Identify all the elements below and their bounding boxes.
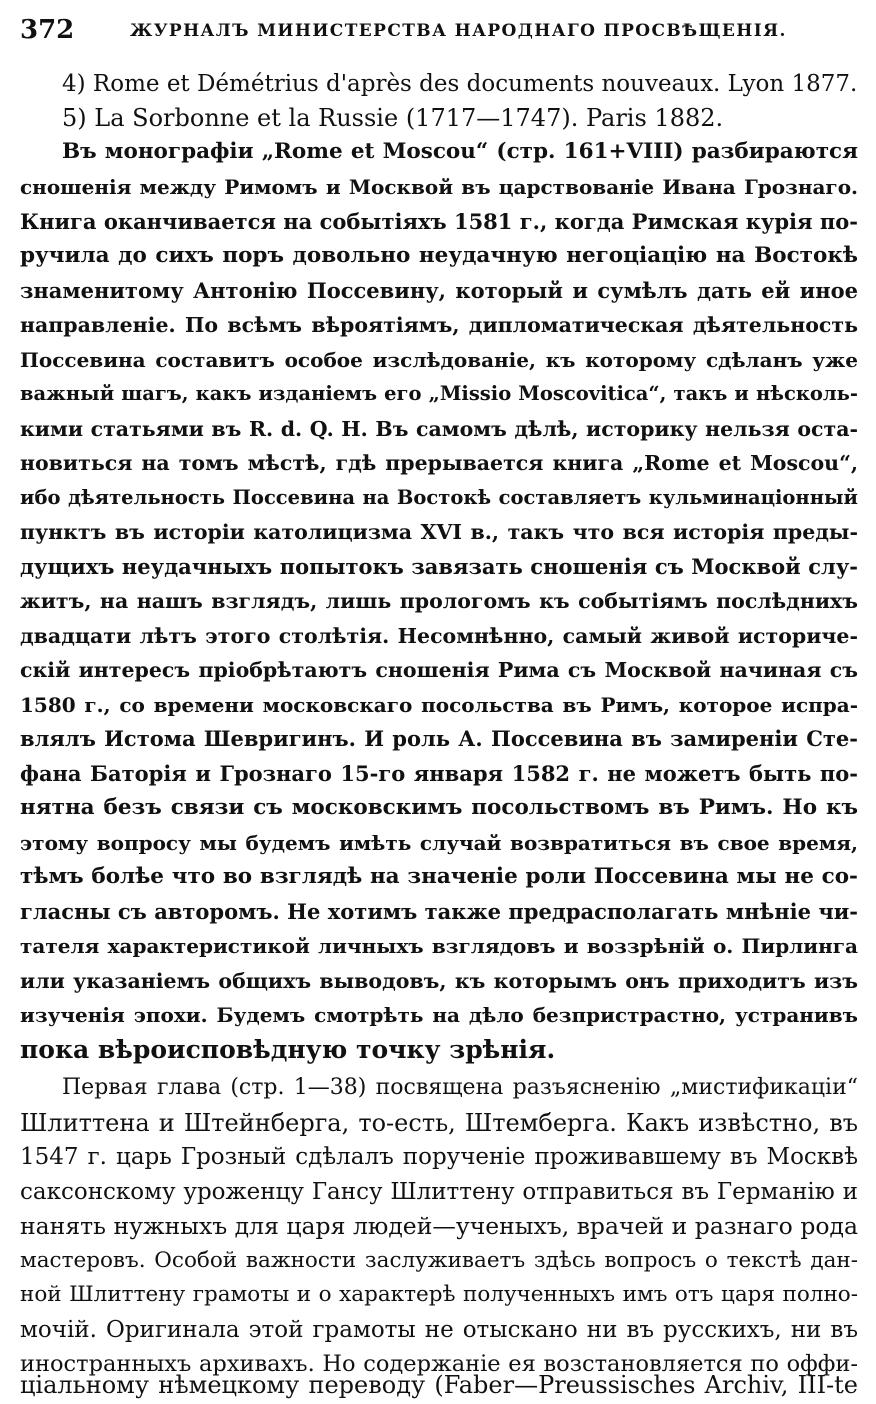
text-line: ціальному нѣмецкому переводу (Faber—Preussisches Archiv, III-te xyxy=(20,1371,858,1399)
running-title: ЖУРНАЛЪ МИНИСТЕРСТВА НАРОДНАГО ПРОСВѢЩЕНІЯ. xyxy=(130,21,787,41)
text-line: тѣмъ болѣе что во взглядѣ на значеніе роли Поссевина мы не со- xyxy=(20,864,858,889)
text-line: нанять нужныхъ для царя людей—ученыхъ, врачей и разнаго рода xyxy=(20,1212,858,1240)
paragraph-end-line: пока вѣроисповѣдную точку зрѣнія. xyxy=(20,1035,556,1064)
text-line: влялъ Истома Шевригинъ. И роль А. Поссевина въ замиреніи Сте- xyxy=(20,726,858,751)
text-line: мочій. Оригинала этой грамоты не отыскано ни въ русскихъ, ни въ xyxy=(20,1317,858,1343)
text-line: пунктъ въ исторіи католицизма XVI в., такъ что вся исторія преды- xyxy=(20,520,858,544)
page-number: 372 xyxy=(20,15,75,45)
text-line: знаменитому Антонію Поссевину, который и сумѣлъ дать ей иное xyxy=(20,278,858,303)
text-line: двадцати лѣтъ этого столѣтія. Несомнѣнно, самый живой историче- xyxy=(20,624,858,648)
text-line: изученія эпохи. Будемъ смотрѣть на дѣло безпристрастно, устранивъ xyxy=(20,1003,858,1027)
text-line: или указаніемъ общихъ выводовъ, къ которымъ онъ приходитъ изъ xyxy=(20,969,858,993)
text-line: сношенія между Римомъ и Москвой въ царствованіе Ивана Грознаго. xyxy=(20,175,858,199)
text-line: нятна безъ связи съ московскимъ посольствомъ въ Римъ. Но къ xyxy=(20,795,858,820)
text-line: важный шагъ, какъ изданіемъ его „Missio Moscovitica“, такъ и нѣсколь- xyxy=(20,382,858,405)
text-line: Шлиттена и Штейнберга, то-есть, Штемберга. Какъ извѣстно, въ xyxy=(20,1109,858,1137)
text-line: саксонскому уроженцу Гансу Шлиттену отправиться въ Германію и xyxy=(20,1179,858,1205)
text-line: Поссевина составитъ особое изслѣдованіе, къ которому сдѣланъ уже xyxy=(20,348,858,372)
text-line: 1547 г. царь Грозный сдѣлалъ порученіе проживавшему въ Москвѣ xyxy=(20,1144,858,1170)
text-line: этому вопросу мы будемъ имѣть случай возвратиться въ свое время, xyxy=(20,831,858,855)
text-line: фана Баторія и Грознаго 15-го января 1582 г. не можетъ быть по- xyxy=(20,761,858,786)
text-line: новиться на томъ мѣстѣ, гдѣ прерывается книга „Rome et Moscou“, xyxy=(20,451,858,475)
text-line: 1580 г., со времени московскаго посольства въ Римъ, которое испра- xyxy=(20,693,858,717)
text-line: житъ, на нашъ взглядъ, лишь прологомъ къ событіямъ послѣднихъ xyxy=(20,589,858,613)
text-line: тателя характеристикой личныхъ взглядовъ и воззрѣній о. Пирлинга xyxy=(20,934,858,958)
text-line: ной Шлиттену грамоты и о характерѣ полученныхъ имъ отъ царя полно- xyxy=(20,1282,858,1307)
text-line: ручила до сихъ поръ довольно неудачную негоціацію на Востокѣ xyxy=(20,243,858,268)
text-line: гласны съ авторомъ. Не хотимъ также предрасполагать мнѣніе чи- xyxy=(20,899,858,924)
text-line: мастеровъ. Особой важности заслуживаетъ здѣсь вопросъ о текстѣ дан- xyxy=(20,1248,858,1273)
text-line: Книга оканчивается на событіяхъ 1581 г., когда Римская курія по- xyxy=(20,209,858,234)
text-line: кими статьями въ R. d. Q. H. Въ самомъ дѣлѣ, историку нельзя оста- xyxy=(20,417,858,441)
text-line: ибо дѣятельность Поссевина на Востокѣ составляетъ кульминаціонный xyxy=(20,486,858,509)
text-line: скій интересъ пріобрѣтаютъ сношенія Рима съ Москвой начиная съ xyxy=(20,658,858,682)
page-header xyxy=(20,12,860,48)
text-line: Первая глава (стр. 1—38) посвящена разъясненію „мистификаціи“ xyxy=(62,1075,858,1100)
text-line: дущихъ неудачныхъ попытокъ завязать сношенія съ Москвой слу- xyxy=(20,554,858,579)
text-line: направленіе. По всѣмъ вѣроятіямъ, дипломатическая дѣятельность xyxy=(20,313,858,337)
text-line: Въ монографіи „Rome et Moscou“ (стр. 161+VIII) разбираются xyxy=(62,139,858,164)
text-line: иностранныхъ архивахъ. Но содержаніе ея возстановляется по оффи- xyxy=(20,1351,858,1377)
footnote-line-4: 4) Rome et Démétrius d'après des documents nouveaux. Lyon 1877. xyxy=(62,71,858,97)
footnote-line-5: 5) La Sorbonne et la Russie (1717—1747). Paris 1882. xyxy=(62,104,724,132)
